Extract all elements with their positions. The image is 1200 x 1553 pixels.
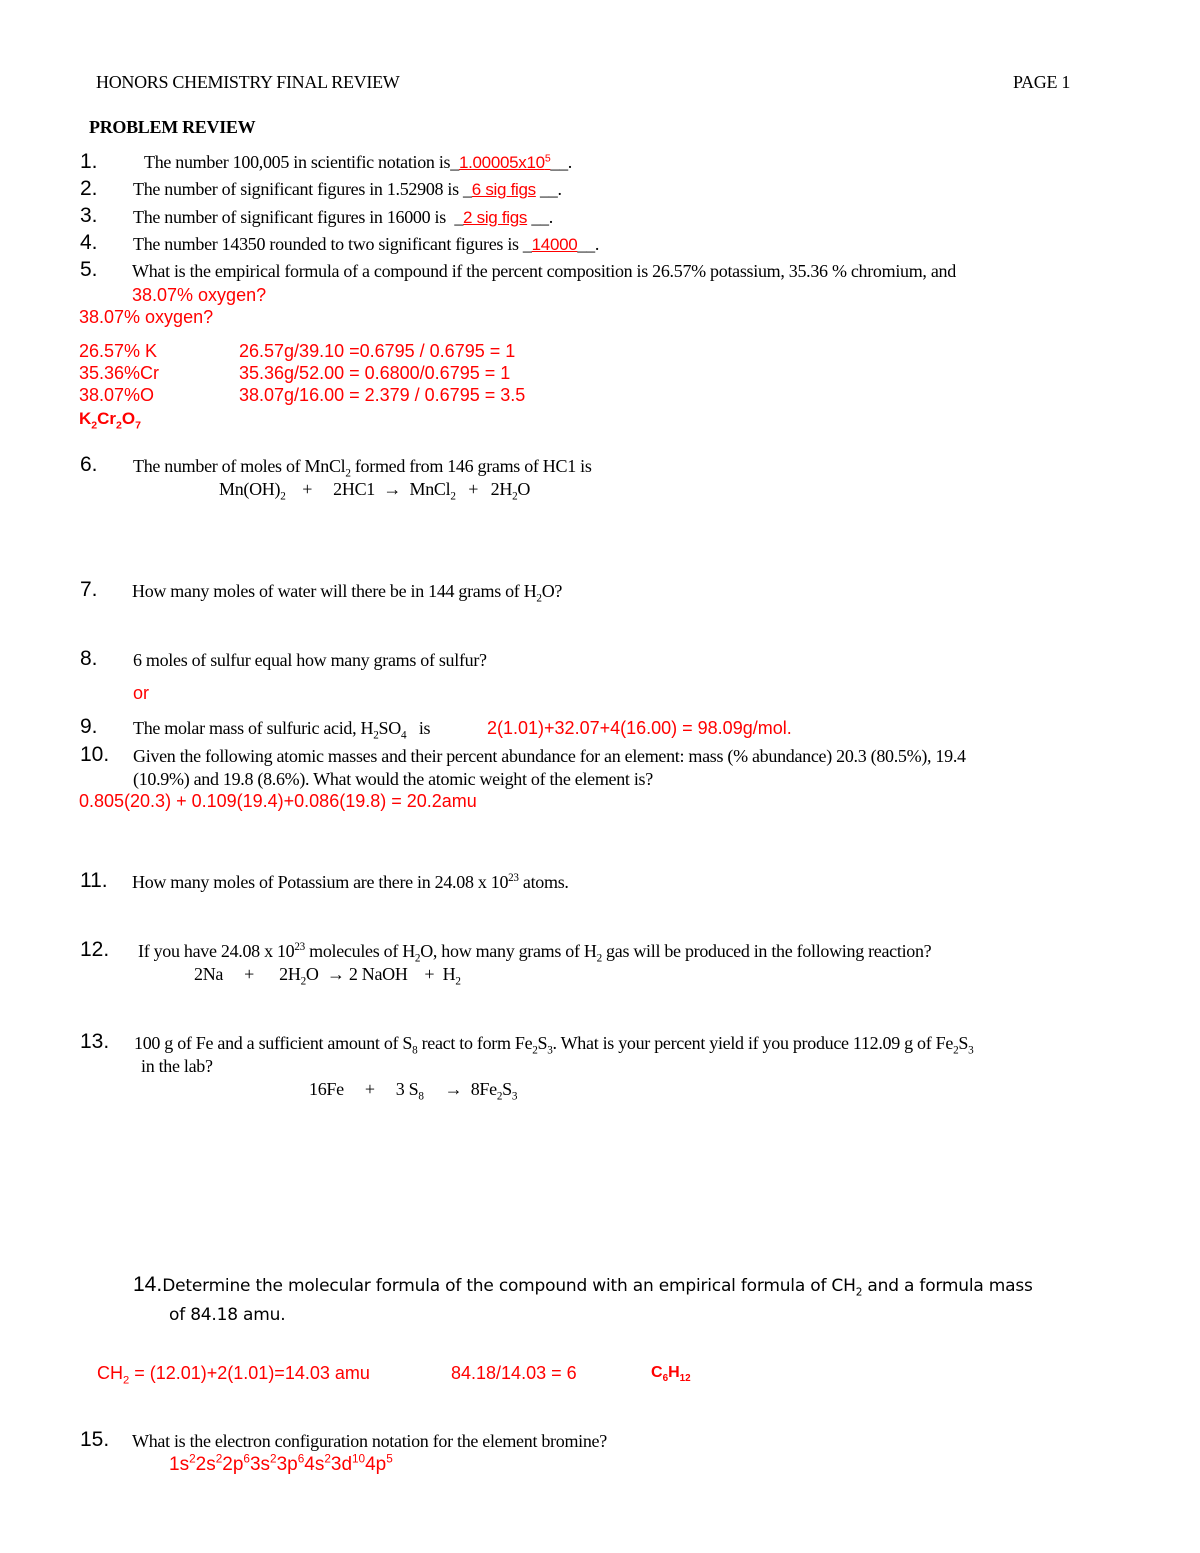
question-number: 13. <box>80 1030 110 1053</box>
question-number: 2. <box>80 177 98 200</box>
question-text: (10.9%) and 19.8 (8.6%). What would the atomic weight of the element is? <box>133 769 653 789</box>
eq-plus: + <box>302 479 313 499</box>
electron-configuration-answer <box>169 1454 393 1476</box>
formula-part: K <box>79 409 92 428</box>
question-text: 6 moles of sulfur equal how many grams of sulfur? <box>133 650 487 670</box>
eq-subscript: 3 <box>511 1090 518 1103</box>
answer: 0.805(20.3) + 0.109(19.4)+0.086(19.8) = 20.2amu <box>79 791 477 811</box>
arrow-icon: → <box>444 1079 463 1099</box>
question-text: 100 g of Fe and a sufficient amount of S <box>134 1033 413 1053</box>
question-11 <box>132 872 569 893</box>
calc-right: 35.36g/52.00 = 0.6800/0.6795 = 1 <box>239 363 511 383</box>
question-number: 11. <box>80 869 108 892</box>
question-text: How many moles of water will there be in 144 grams of H <box>132 581 537 601</box>
subscript: 2 <box>345 467 351 480</box>
answer-part: = (12.01)+2(1.01)=14.03 amu <box>129 1363 370 1383</box>
exponent: 23 <box>508 872 519 884</box>
orbital: 3p <box>276 1454 298 1475</box>
question-text: of 84.18 amu. <box>169 1305 286 1325</box>
formula-part: Cr <box>97 409 117 428</box>
orbital-electrons: 2 <box>189 1452 196 1466</box>
eq-term: 2Na <box>194 964 224 984</box>
subscript: 2 <box>596 952 602 965</box>
formula-subscript: 12 <box>679 1373 691 1385</box>
answer-part: CH <box>97 1363 123 1383</box>
question-number: 3. <box>80 204 98 227</box>
question-number: 4. <box>80 231 98 254</box>
question-text: react to form Fe <box>417 1033 533 1053</box>
answer-line: 38.07% oxygen? <box>79 307 214 327</box>
formula-subscript: 6 <box>662 1373 669 1385</box>
answer: or <box>133 683 150 703</box>
orbital-electrons: 5 <box>386 1452 393 1466</box>
eq-term: S <box>502 1079 512 1099</box>
answer: 2 sig figs <box>463 208 528 227</box>
answer: 6 sig figs <box>471 180 536 199</box>
question-7 <box>132 581 563 605</box>
eq-term: 2 NaOH <box>348 964 408 984</box>
question-text: How many moles of Potassium are there in 24.08 x 10 <box>132 872 509 892</box>
arrow-icon: → <box>326 964 345 984</box>
orbital: 3d <box>330 1454 353 1475</box>
calc-right: 26.57g/39.10 =0.6795 / 0.6795 = 1 <box>239 341 516 361</box>
blank: _ <box>445 207 464 227</box>
question-text: formed from 146 grams of HC1 is <box>350 456 592 476</box>
eq-term: H <box>442 964 456 984</box>
eq-subscript: 2 <box>455 975 461 988</box>
blank: _ <box>518 234 532 254</box>
blank: __. <box>535 179 562 199</box>
question-9 <box>133 718 431 742</box>
question-text: S <box>537 1033 548 1053</box>
exponent: 23 <box>294 941 305 953</box>
subscript: 2 <box>532 1044 538 1057</box>
question-text: O? <box>541 581 563 601</box>
question-text <box>162 1276 1033 1299</box>
question-text-part: Determine the molecular formula of the compound with an empirical formula of CH <box>162 1276 856 1296</box>
orbital-electrons: 2 <box>270 1452 277 1466</box>
question-text-part: and a formula mass <box>862 1276 1033 1296</box>
question-number: 8. <box>80 647 98 670</box>
reaction-equation <box>219 479 531 503</box>
question-number: 9. <box>80 715 98 738</box>
empirical-formula-answer <box>79 409 141 432</box>
orbital-electrons: 2 <box>215 1452 223 1466</box>
question-text: The number of moles of MnCl <box>133 456 346 476</box>
eq-subscript: 2 <box>496 1090 503 1103</box>
question-text: gas will be produced in the following reaction? <box>601 941 932 961</box>
question-text: O, how many grams of H <box>420 941 597 961</box>
orbital: 1s <box>169 1454 190 1475</box>
orbital-electrons: 10 <box>352 1452 366 1466</box>
molecular-formula-answer <box>651 1364 691 1385</box>
subscript: 2 <box>373 729 379 742</box>
orbital: 2s <box>195 1454 216 1475</box>
question-4 <box>133 234 599 255</box>
question-text: If you have 24.08 x 10 <box>138 941 295 961</box>
formula-subscript: 2 <box>116 419 122 432</box>
calc-left: 26.57% K <box>79 341 158 361</box>
blank: __. <box>550 152 572 172</box>
answer-exponent: 5 <box>544 152 551 165</box>
eq-subscript: 2 <box>512 490 518 503</box>
question-12 <box>138 941 932 965</box>
answer: 14000 <box>531 235 578 254</box>
subscript: 4 <box>400 729 407 742</box>
blank: __. <box>577 234 600 254</box>
eq-plus: + <box>468 479 479 499</box>
question-2 <box>133 179 562 200</box>
question-text: The number of significant figures in 16000 is <box>133 207 446 227</box>
eq-subscript: 2 <box>450 490 456 503</box>
question-number: 12. <box>80 938 110 961</box>
question-number: 6. <box>80 453 98 476</box>
subscript: 2 <box>536 592 542 605</box>
orbital: 4p <box>365 1454 387 1475</box>
eq-term: Mn(OH) <box>219 479 281 499</box>
question-number: 14. <box>133 1273 163 1296</box>
subscript: 3 <box>968 1044 974 1057</box>
eq-subscript: 8 <box>418 1090 424 1103</box>
question-number: 15. <box>80 1428 110 1451</box>
section-title: PROBLEM REVIEW <box>89 117 256 137</box>
subscript: 3 <box>547 1044 553 1057</box>
answer: 2(1.01)+32.07+4(16.00) = 98.09g/mol. <box>487 718 792 738</box>
arrow-icon: → <box>383 479 402 499</box>
subscript: 2 <box>855 1286 863 1299</box>
eq-plus: + <box>244 964 254 984</box>
question-text: Given the following atomic masses and their percent abundance for an element: mass (% abundance) 20.3 (80.5%), 19.4 <box>133 746 966 766</box>
subscript: 2 <box>123 1374 130 1387</box>
orbital: 3s <box>249 1454 271 1475</box>
question-text: The number 14350 rounded to two significant figures is <box>133 234 519 254</box>
question-1 <box>144 152 572 173</box>
eq-term: 3 S <box>395 1079 419 1099</box>
eq-term: MnCl <box>409 479 451 499</box>
orbital-electrons: 6 <box>243 1452 250 1466</box>
answer-line: 38.07% oxygen? <box>132 285 267 305</box>
formula-part: C <box>651 1364 663 1381</box>
eq-term: 2H <box>490 479 513 499</box>
answer-value: 1.00005x10 <box>458 153 545 172</box>
question-number: 10. <box>80 743 110 766</box>
eq-plus: + <box>364 1079 375 1099</box>
question-text: The molar mass of sulfuric acid, H <box>133 718 374 738</box>
blank: _ <box>458 179 472 199</box>
question-13 <box>134 1033 974 1057</box>
eq-term: 2HC1 <box>333 479 375 499</box>
formula-subscript: 2 <box>91 419 98 432</box>
question-text: in the lab? <box>141 1056 213 1076</box>
eq-term: 8Fe <box>470 1079 497 1099</box>
question-text: The number of significant figures in 1.52908 is <box>133 179 459 199</box>
eq-term: O <box>517 479 531 499</box>
question-text: molecules of H <box>304 941 415 961</box>
formula-part: H <box>668 1364 680 1381</box>
formula-subscript: 7 <box>135 419 141 432</box>
question-14 <box>133 1273 1033 1297</box>
document-title: HONORS CHEMISTRY FINAL REVIEW <box>96 72 400 92</box>
page-number: PAGE 1 <box>1013 72 1071 92</box>
eq-term: O <box>305 964 319 984</box>
question-text: is <box>406 718 431 738</box>
orbital-electrons: 6 <box>297 1452 305 1466</box>
question-number: 5. <box>80 258 98 281</box>
calc-left: 38.07%O <box>79 385 155 405</box>
subscript: 8 <box>412 1044 418 1057</box>
calc-left: 35.36%Cr <box>79 363 160 383</box>
question-6 <box>133 456 592 480</box>
question-3 <box>133 207 553 228</box>
question-text: . What is your percent yield if you produce 112.09 g of Fe <box>552 1033 954 1053</box>
question-number: 7. <box>80 578 98 601</box>
question-text: atoms. <box>518 872 569 892</box>
reaction-equation <box>309 1079 518 1103</box>
orbital: 2p <box>222 1454 244 1475</box>
reaction-equation <box>194 964 461 988</box>
answer-calc <box>97 1363 370 1387</box>
eq-term: 2H <box>279 964 301 984</box>
question-text: What is the electron configuration notation for the element bromine? <box>132 1431 607 1451</box>
answer <box>459 153 550 172</box>
answer-ratio: 84.18/14.03 = 6 <box>451 1363 577 1383</box>
question-number: 1. <box>80 150 98 173</box>
eq-term: 16Fe <box>309 1079 344 1099</box>
eq-subscript: 2 <box>280 490 286 503</box>
formula-part: O <box>121 409 136 428</box>
question-text: The number 100,005 in scientific notation is <box>144 152 451 172</box>
eq-plus: + <box>424 964 435 984</box>
question-text: S <box>958 1033 969 1053</box>
orbital: 4s <box>304 1454 325 1475</box>
blank: _ <box>450 152 459 172</box>
question-text: What is the empirical formula of a compound if the percent composition is 26.57% potassium, 35.36 % chromium, and <box>132 261 956 281</box>
subscript: 2 <box>953 1044 959 1057</box>
subscript: 2 <box>414 952 421 965</box>
blank: __. <box>527 207 553 227</box>
question-text: SO <box>378 718 401 738</box>
eq-subscript: 2 <box>300 975 306 988</box>
orbital-electrons: 2 <box>324 1452 331 1466</box>
calc-right: 38.07g/16.00 = 2.379 / 0.6795 = 3.5 <box>239 385 526 405</box>
